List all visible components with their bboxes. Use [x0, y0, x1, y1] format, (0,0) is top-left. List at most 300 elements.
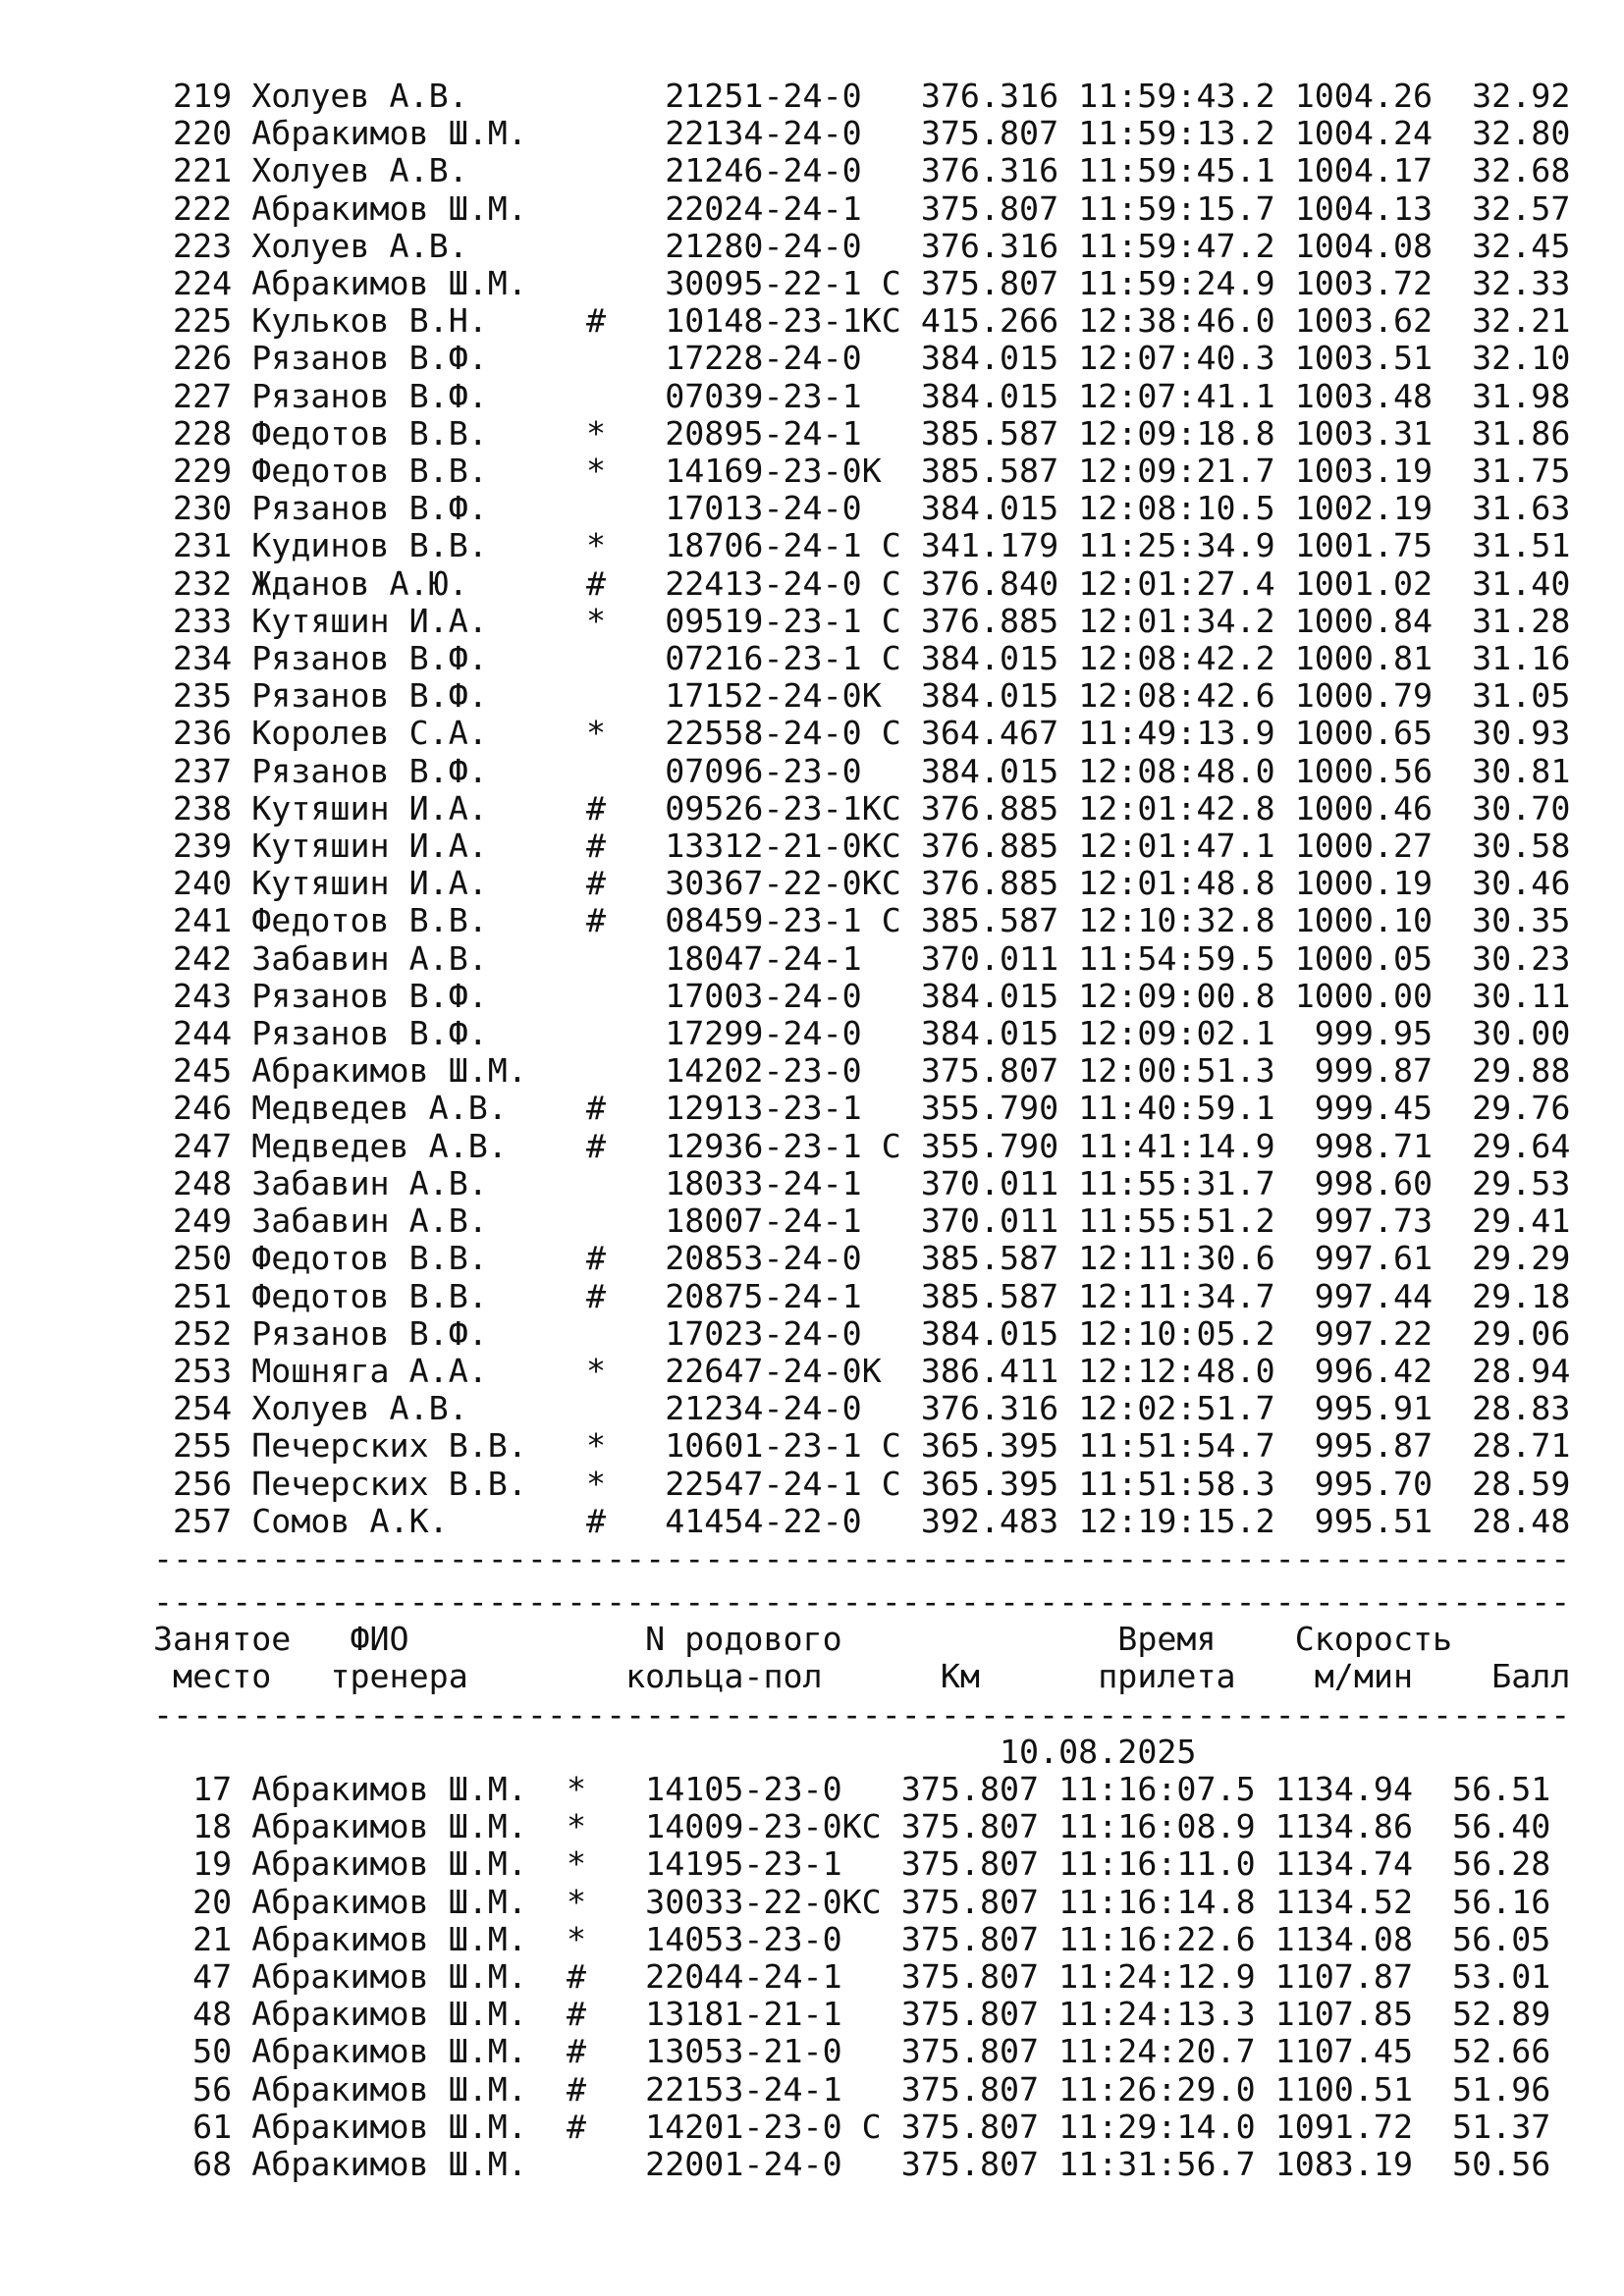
ring-flag-cell — [862, 1089, 901, 1127]
ring-cell: 17299-24-0 — [665, 1014, 862, 1053]
ring-cell: 20853-24-0 — [665, 1239, 862, 1278]
mark-cell: * — [586, 413, 666, 453]
speed-cell: 1004.26 — [1294, 77, 1434, 115]
km-cell: 375.807 — [900, 2032, 1040, 2071]
mark-cell: # — [586, 864, 666, 903]
speed-cell: 1134.74 — [1274, 1844, 1413, 1884]
arrival-time-cell: 11:54:59.5 — [1078, 938, 1275, 978]
km-cell: 375.807 — [900, 1995, 1040, 2034]
mark-cell: # — [566, 2107, 646, 2146]
place-cell: 240 — [153, 864, 233, 903]
mark-cell: * — [586, 1464, 666, 1503]
km-cell: 384.015 — [920, 376, 1059, 415]
score-cell: 30.35 — [1452, 901, 1571, 940]
ring-cell: 17003-24-0 — [665, 976, 862, 1015]
trainer-name-cell: Кутяшин И.А. — [251, 788, 587, 828]
km-cell: 364.467 — [920, 714, 1059, 753]
ring-flag-cell — [862, 489, 901, 527]
ring-cell: 10148-23-1 — [665, 301, 862, 341]
ring-flag-cell: С — [861, 1464, 901, 1503]
ring-cell: 18706-24-1 — [665, 526, 862, 565]
ring-flag-cell — [862, 77, 901, 115]
table-row — [153, 940, 1570, 978]
ring-flag-cell: К — [861, 452, 901, 491]
ring-flag-cell — [862, 1201, 901, 1240]
mark-cell: # — [586, 301, 666, 341]
header-speed-2: м/мин — [1314, 1657, 1413, 1696]
arrival-time-cell: 11:24:12.9 — [1058, 1957, 1256, 1997]
arrival-time-cell: 11:41:14.9 — [1078, 1126, 1275, 1165]
speed-cell: 999.95 — [1294, 1014, 1434, 1053]
score-cell: 52.66 — [1433, 2032, 1551, 2071]
arrival-time-cell: 12:10:32.8 — [1078, 901, 1275, 940]
mark-cell — [586, 1389, 665, 1427]
trainer-name-cell: Абракимов Ш.М. — [251, 2069, 567, 2109]
mark-cell — [586, 339, 665, 377]
trainer-name-cell: Абракимов Ш.М. — [251, 1844, 567, 1884]
table-row — [153, 378, 1570, 415]
ring-cell: 10601-23-1 — [665, 1426, 862, 1466]
trainer-name-cell: Абракимов Ш.М. — [251, 1919, 567, 1958]
score-cell: 30.93 — [1452, 714, 1571, 753]
score-cell: 50.56 — [1433, 2145, 1551, 2184]
mark-cell — [586, 1164, 665, 1202]
ring-cell: 22024-24-1 — [665, 188, 862, 228]
speed-cell: 1004.24 — [1294, 114, 1434, 153]
ring-cell: 22558-24-0 — [665, 714, 862, 753]
place-cell: 251 — [153, 1276, 233, 1315]
trainer-name-cell: Кутяшин И.А. — [251, 827, 587, 866]
mark-cell: * — [586, 526, 666, 565]
mark-cell: # — [566, 2032, 646, 2071]
ring-flag-cell: С — [861, 563, 901, 603]
place-cell: 237 — [153, 751, 233, 790]
place-cell: 236 — [153, 714, 233, 753]
table-row — [153, 1503, 1570, 1540]
score-cell: 29.64 — [1452, 1126, 1571, 1165]
trainer-name-cell: Абракимов Ш.М. — [251, 2107, 567, 2146]
table-row — [153, 1240, 1570, 1277]
arrival-time-cell: 12:11:34.7 — [1078, 1276, 1275, 1315]
ring-flag-cell: С — [861, 714, 901, 753]
mark-cell: # — [586, 563, 666, 603]
arrival-time-cell: 11:24:13.3 — [1058, 1995, 1256, 2034]
place-cell: 61 — [153, 2107, 233, 2146]
ring-flag-cell: КС — [861, 864, 901, 903]
place-cell: 235 — [153, 676, 233, 716]
km-cell: 384.015 — [920, 1014, 1059, 1053]
header-time: Время — [1117, 1620, 1217, 1659]
score-cell: 31.63 — [1452, 489, 1571, 528]
ring-cell: 08459-23-1 — [665, 901, 862, 940]
km-cell: 386.411 — [920, 1351, 1059, 1390]
mark-cell — [586, 227, 665, 265]
trainer-name-cell: Рязанов В.Ф. — [251, 639, 587, 678]
mark-cell — [586, 752, 665, 790]
km-cell: 384.015 — [920, 339, 1059, 378]
mark-cell — [586, 1014, 665, 1052]
ring-cell: 09526-23-1 — [665, 788, 862, 828]
table-row — [153, 453, 1570, 490]
arrival-time-cell: 12:19:15.2 — [1078, 1501, 1275, 1540]
trainer-name-cell: Абракимов Ш.М. — [251, 1957, 567, 1997]
place-cell: 227 — [153, 376, 233, 415]
speed-cell: 1000.27 — [1294, 827, 1434, 866]
ring-flag-cell: С — [861, 1126, 901, 1165]
mark-cell: # — [586, 788, 666, 828]
trainer-name-cell: Жданов А.Ю. — [251, 563, 587, 603]
ring-flag-cell — [862, 1014, 901, 1052]
ring-flag-cell: КС — [861, 301, 901, 341]
place-cell: 249 — [153, 1201, 233, 1241]
ring-flag-cell — [842, 1957, 882, 1996]
mark-cell: # — [586, 1239, 666, 1278]
table-row — [153, 490, 1570, 527]
arrival-time-cell: 12:00:51.3 — [1078, 1051, 1275, 1091]
table-row — [153, 1771, 1570, 1808]
speed-cell: 999.45 — [1294, 1089, 1434, 1128]
km-cell: 384.015 — [920, 976, 1059, 1015]
arrival-time-cell: 11:16:14.8 — [1058, 1882, 1256, 1921]
ring-cell: 22153-24-1 — [645, 2069, 842, 2109]
header-row-1 — [153, 1621, 1570, 1658]
speed-cell: 1003.51 — [1294, 339, 1434, 378]
speed-cell: 1083.19 — [1274, 2145, 1413, 2184]
separator-line: ------------------------------------------------------------------------ — [153, 1582, 1571, 1621]
header-km: Км — [940, 1657, 980, 1696]
place-cell: 232 — [153, 563, 233, 603]
arrival-time-cell: 11:51:58.3 — [1078, 1464, 1275, 1503]
place-cell: 252 — [153, 1313, 233, 1353]
arrival-time-cell: 11:59:24.9 — [1078, 264, 1275, 303]
arrival-time-cell: 12:11:30.6 — [1078, 1239, 1275, 1278]
mark-cell — [567, 2145, 645, 2183]
table-row — [153, 228, 1570, 265]
score-cell: 32.80 — [1452, 114, 1571, 153]
score-cell: 31.40 — [1452, 563, 1571, 603]
ring-cell: 18007-24-1 — [665, 1201, 862, 1241]
place-cell: 224 — [153, 264, 233, 303]
speed-cell: 1107.45 — [1274, 2032, 1413, 2071]
mark-cell: * — [586, 601, 666, 640]
arrival-time-cell: 11:59:43.2 — [1078, 77, 1275, 115]
table-row — [153, 1466, 1570, 1503]
speed-cell: 1003.72 — [1294, 264, 1434, 303]
trainer-name-cell: Абракимов Ш.М. — [251, 2032, 567, 2071]
ring-flag-cell: С — [841, 2107, 882, 2146]
km-cell: 376.316 — [920, 1389, 1059, 1428]
trainer-name-cell: Абракимов Ш.М. — [251, 1770, 567, 1809]
trainer-name-cell: Абракимов Ш.М. — [251, 188, 587, 228]
score-cell: 32.57 — [1452, 188, 1571, 228]
speed-cell: 999.87 — [1294, 1051, 1434, 1091]
place-cell: 241 — [153, 901, 233, 940]
arrival-time-cell: 11:16:11.0 — [1058, 1844, 1256, 1884]
separator-line: ------------------------------------------------------------------------ — [153, 1538, 1571, 1577]
km-cell: 355.790 — [920, 1089, 1059, 1128]
arrival-time-cell: 12:08:42.6 — [1078, 676, 1275, 716]
mark-cell — [586, 77, 665, 115]
table-row — [153, 1958, 1570, 1996]
table-row — [153, 527, 1570, 564]
arrival-time-cell: 12:12:48.0 — [1078, 1351, 1275, 1390]
table-row — [153, 753, 1570, 790]
ring-cell: 13312-21-0 — [665, 827, 862, 866]
km-cell: 370.011 — [920, 1163, 1059, 1202]
place-cell: 257 — [153, 1501, 233, 1540]
table-row — [153, 1390, 1570, 1427]
speed-cell: 998.60 — [1294, 1163, 1434, 1202]
arrival-time-cell: 11:59:47.2 — [1078, 226, 1275, 265]
ring-flag-cell — [842, 1770, 882, 1808]
km-cell: 384.015 — [920, 676, 1059, 716]
score-cell: 30.81 — [1452, 751, 1571, 790]
arrival-time-cell: 12:08:48.0 — [1078, 751, 1275, 790]
ring-cell: 22134-24-0 — [665, 114, 862, 153]
place-cell: 254 — [153, 1389, 233, 1428]
arrival-time-cell: 12:01:27.4 — [1078, 563, 1275, 603]
mark-cell: # — [586, 1276, 666, 1315]
header-row-2 — [153, 1658, 1570, 1695]
table-row — [153, 2071, 1570, 2109]
mark-cell: * — [566, 1807, 646, 1846]
arrival-time-cell: 11:29:14.0 — [1058, 2107, 1256, 2146]
table-row — [153, 2109, 1570, 2146]
place-cell: 221 — [153, 151, 233, 190]
place-cell: 248 — [153, 1163, 233, 1202]
km-cell: 385.587 — [920, 1276, 1059, 1315]
table-row — [153, 2033, 1570, 2070]
place-cell: 219 — [153, 77, 233, 115]
speed-cell: 1000.46 — [1294, 788, 1434, 828]
ring-cell: 20875-24-1 — [665, 1276, 862, 1315]
km-cell: 370.011 — [920, 1201, 1059, 1241]
mark-cell: # — [586, 1501, 666, 1540]
mark-cell — [586, 676, 665, 715]
score-cell: 30.58 — [1452, 827, 1571, 866]
arrival-time-cell: 11:26:29.0 — [1058, 2069, 1256, 2109]
ring-flag-cell — [842, 1844, 882, 1883]
ring-flag-cell: С — [861, 526, 901, 565]
mark-cell — [586, 977, 665, 1015]
ring-cell: 09519-23-1 — [665, 601, 862, 640]
place-cell: 247 — [153, 1126, 233, 1165]
score-cell: 31.75 — [1452, 452, 1571, 491]
table-row — [153, 677, 1570, 715]
arrival-time-cell: 11:55:31.7 — [1078, 1163, 1275, 1202]
ring-flag-cell — [862, 752, 901, 790]
km-cell: 384.015 — [920, 1313, 1059, 1353]
ring-cell: 22413-24-0 — [665, 563, 862, 603]
score-cell: 30.23 — [1452, 938, 1571, 978]
mark-cell — [586, 151, 665, 189]
arrival-time-cell: 11:16:07.5 — [1058, 1770, 1256, 1809]
place-cell: 244 — [153, 1014, 233, 1053]
table-row — [153, 1427, 1570, 1465]
arrival-time-cell: 12:09:02.1 — [1078, 1014, 1275, 1053]
arrival-time-cell: 12:01:42.8 — [1078, 788, 1275, 828]
ring-cell: 13181-21-1 — [645, 1995, 842, 2034]
ring-flag-cell: КС — [841, 1807, 882, 1846]
trainer-name-cell: Федотов В.В. — [251, 452, 587, 491]
ring-cell: 14195-23-1 — [645, 1844, 842, 1884]
score-cell: 29.18 — [1452, 1276, 1571, 1315]
ring-flag-cell — [862, 339, 901, 377]
km-cell: 375.807 — [920, 188, 1059, 228]
speed-cell: 1002.19 — [1294, 489, 1434, 528]
ring-flag-cell: С — [861, 601, 901, 640]
trainer-name-cell: Рязанов В.Ф. — [251, 1014, 587, 1053]
speed-cell: 995.91 — [1294, 1389, 1434, 1428]
score-cell: 30.46 — [1452, 864, 1571, 903]
km-cell: 376.316 — [920, 77, 1059, 115]
mark-cell: * — [566, 1882, 646, 1921]
km-cell: 385.587 — [920, 413, 1059, 453]
header-ring-2: кольца-пол — [625, 1657, 823, 1696]
speed-cell: 998.71 — [1294, 1126, 1434, 1165]
table-row — [153, 865, 1570, 902]
arrival-time-cell: 11:25:34.9 — [1078, 526, 1275, 565]
speed-cell: 1107.87 — [1274, 1957, 1413, 1997]
table-row — [153, 902, 1570, 939]
table-row — [153, 1165, 1570, 1202]
score-cell: 29.29 — [1452, 1239, 1571, 1278]
speed-cell: 995.87 — [1294, 1426, 1434, 1466]
km-cell: 385.587 — [920, 1239, 1059, 1278]
speed-cell: 1004.08 — [1294, 226, 1434, 265]
mark-cell — [586, 1314, 665, 1353]
ring-flag-cell: С — [861, 1426, 901, 1466]
arrival-time-cell: 12:01:47.1 — [1078, 827, 1275, 866]
table-row — [153, 1278, 1570, 1315]
score-cell: 30.70 — [1452, 788, 1571, 828]
trainer-name-cell: Холуев А.В. — [251, 1389, 587, 1428]
arrival-time-cell: 11:55:51.2 — [1078, 1201, 1275, 1241]
ring-cell: 20895-24-1 — [665, 413, 862, 453]
trainer-name-cell: Кудинов В.В. — [251, 526, 587, 565]
trainer-name-cell: Холуев А.В. — [251, 77, 587, 115]
ring-cell: 14053-23-0 — [645, 1919, 842, 1958]
speed-cell: 1003.19 — [1294, 452, 1434, 491]
ring-cell: 12936-23-1 — [665, 1126, 862, 1165]
km-cell: 375.807 — [900, 1770, 1040, 1809]
table-row — [153, 715, 1570, 752]
table-row — [153, 265, 1570, 302]
mark-cell: * — [586, 1351, 666, 1390]
score-cell: 56.40 — [1433, 1807, 1551, 1846]
table-row — [153, 302, 1570, 340]
km-cell: 385.587 — [920, 452, 1059, 491]
trainer-name-cell: Рязанов В.Ф. — [251, 489, 587, 528]
trainer-name-cell: Рязанов В.Ф. — [251, 376, 587, 415]
km-cell: 375.807 — [920, 264, 1059, 303]
trainer-name-cell: Кульков В.Н. — [251, 301, 587, 341]
score-cell: 28.71 — [1452, 1426, 1571, 1466]
table-row — [153, 152, 1570, 189]
header-ring: N родового — [645, 1620, 842, 1659]
place-cell: 68 — [153, 2145, 233, 2184]
table-row — [153, 1015, 1570, 1052]
km-cell: 384.015 — [920, 751, 1059, 790]
ring-cell: 14201-23-0 — [645, 2107, 842, 2146]
place-cell: 234 — [153, 639, 233, 678]
ring-cell: 22647-24-0 — [665, 1351, 862, 1390]
arrival-time-cell: 11:16:22.6 — [1058, 1919, 1256, 1958]
trainer-name-cell: Абракимов Ш.М. — [251, 1995, 567, 2034]
arrival-time-cell: 12:01:34.2 — [1078, 601, 1275, 640]
trainer-name-cell: Абракимов Ш.М. — [251, 114, 587, 153]
score-cell: 56.05 — [1433, 1919, 1551, 1958]
speed-cell: 1091.72 — [1274, 2107, 1413, 2146]
ring-cell: 30033-22-0 — [645, 1882, 842, 1921]
place-cell: 243 — [153, 976, 233, 1015]
header-time-2: прилета — [1098, 1657, 1236, 1696]
mark-cell — [586, 489, 665, 527]
ring-cell: 18033-24-1 — [665, 1163, 862, 1202]
score-cell: 32.33 — [1452, 264, 1571, 303]
speed-cell: 1000.19 — [1294, 864, 1434, 903]
speed-cell: 1107.85 — [1274, 1995, 1413, 2034]
mark-cell — [586, 639, 665, 677]
trainer-name-cell: Печерских В.В. — [251, 1464, 587, 1503]
score-cell: 52.89 — [1433, 1995, 1551, 2034]
trainer-name-cell: Забавин А.В. — [251, 938, 587, 978]
arrival-time-cell: 11:16:08.9 — [1058, 1807, 1256, 1846]
ring-cell: 07096-23-0 — [665, 751, 862, 790]
score-cell: 32.45 — [1452, 226, 1571, 265]
ring-flag-cell: С — [861, 639, 901, 678]
ring-cell: 21280-24-0 — [665, 226, 862, 265]
km-cell: 376.316 — [920, 151, 1059, 190]
place-cell: 242 — [153, 938, 233, 978]
ring-flag-cell — [862, 1502, 901, 1540]
place-cell: 226 — [153, 339, 233, 378]
speed-cell: 1003.62 — [1294, 301, 1434, 341]
table-row — [153, 340, 1570, 377]
ring-cell: 14009-23-0 — [645, 1807, 842, 1846]
place-cell: 229 — [153, 452, 233, 491]
speed-cell: 1000.79 — [1294, 676, 1434, 716]
trainer-name-cell: Сомов А.К. — [251, 1501, 587, 1540]
place-cell: 228 — [153, 413, 233, 453]
place-cell: 50 — [153, 2032, 233, 2071]
arrival-time-cell: 12:38:46.0 — [1078, 301, 1275, 341]
speed-cell: 1001.02 — [1294, 563, 1434, 603]
speed-cell: 1001.75 — [1294, 526, 1434, 565]
speed-cell: 1000.56 — [1294, 751, 1434, 790]
score-cell: 31.16 — [1452, 639, 1571, 678]
score-cell: 56.51 — [1433, 1770, 1551, 1809]
score-cell: 32.92 — [1452, 77, 1571, 115]
mark-cell: * — [566, 1919, 646, 1958]
km-cell: 341.179 — [920, 526, 1059, 565]
trainer-name-cell: Федотов В.В. — [251, 901, 587, 940]
arrival-time-cell: 11:59:45.1 — [1078, 151, 1275, 190]
trainer-name-cell: Забавин А.В. — [251, 1201, 587, 1241]
ring-cell: 17023-24-0 — [665, 1313, 862, 1353]
trainer-name-cell: Кутяшин И.А. — [251, 864, 587, 903]
score-cell: 31.28 — [1452, 601, 1571, 640]
ring-cell: 14105-23-0 — [645, 1770, 842, 1809]
mark-cell: * — [586, 1426, 666, 1466]
ring-cell: 30095-22-1 — [665, 264, 862, 303]
score-cell: 29.06 — [1452, 1313, 1571, 1353]
place-cell: 56 — [153, 2069, 233, 2109]
speed-cell: 1000.05 — [1294, 938, 1434, 978]
arrival-time-cell: 11:40:59.1 — [1078, 1089, 1275, 1128]
mark-cell: * — [586, 452, 666, 491]
table-row — [153, 190, 1570, 228]
